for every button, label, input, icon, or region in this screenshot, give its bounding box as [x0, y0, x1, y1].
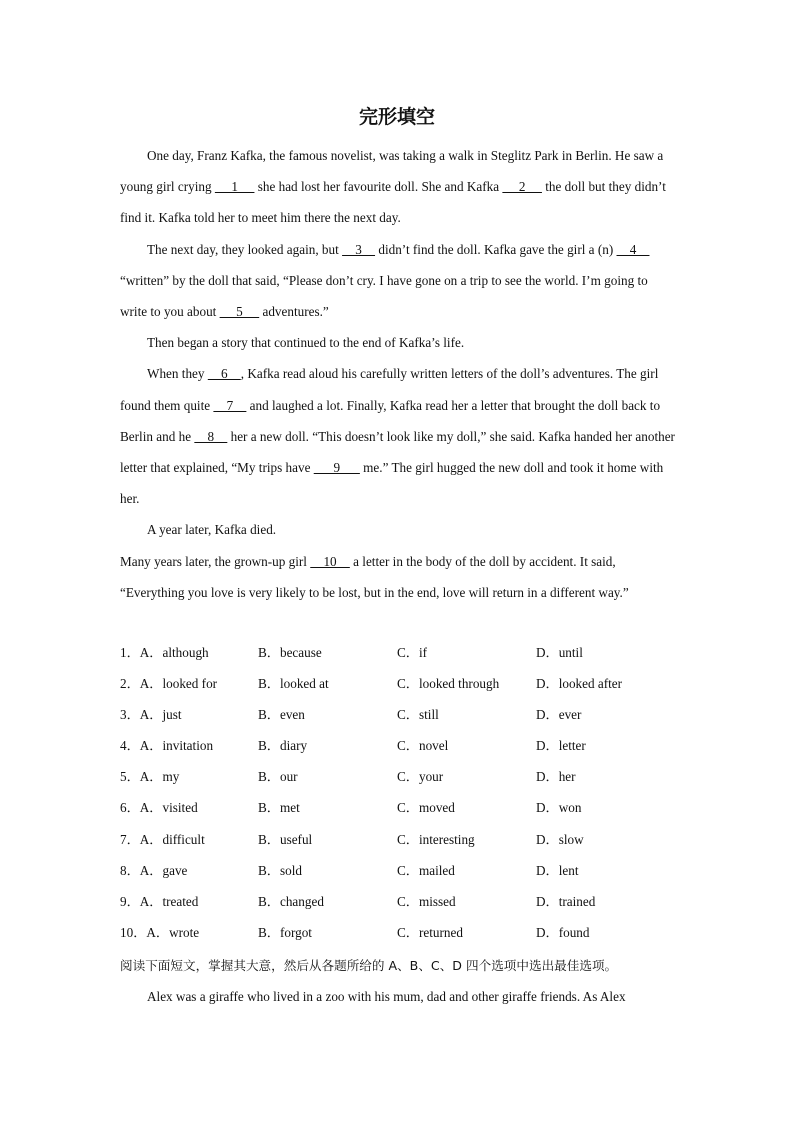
option-row [120, 917, 680, 948]
option-row [120, 855, 680, 886]
option-c: C．still [397, 707, 439, 723]
text: adventures.” [259, 304, 329, 320]
option-a: 6．A．visited [120, 800, 198, 816]
blank-1: 1 [214, 179, 255, 195]
paragraph-4 [120, 358, 678, 514]
text: The next day, they looked again, but [147, 241, 343, 257]
text: When they [147, 366, 208, 382]
blank-10: 10 [310, 553, 350, 569]
option-d: D．until [536, 645, 583, 660]
option-c: C．interesting [397, 831, 475, 847]
option-a: 10．A．wrote [120, 924, 200, 940]
blank-4: 4 [616, 241, 650, 257]
text: One day, Franz Kafka, the famous novelist, was taking a walk in Steglitz Park in Berlin. He saw a young girl crying [120, 148, 664, 195]
option-d: D．found [536, 924, 590, 940]
option-d: D．slow [536, 831, 584, 847]
reading-instruction: 阅读下面短文，掌握其大意，然后从各题所给的 A、B、C、D 四个选项中选出最佳选项。 [120, 958, 618, 973]
text: Many years later, the grown-up girl [120, 553, 311, 569]
option-row [120, 824, 680, 855]
option-b: B．looked at [258, 676, 329, 692]
option-a: 1．A．although [120, 645, 209, 660]
text: didn’t find the doll. Kafka gave the girl a (n) [375, 241, 617, 257]
text: her a new doll. “This doesn’t look like my doll,” she said. Kafka handed her another letter that explained, “My trips have [120, 428, 675, 476]
option-b: B．our [258, 769, 298, 785]
option-row [120, 668, 680, 699]
option-d: D．looked after [536, 676, 623, 692]
text: she had lost her favourite doll. She and Kafka [254, 179, 503, 195]
option-b: B．sold [258, 862, 302, 878]
next-passage-line: Alex was a giraffe who lived in a zoo with his mum, dad and other giraffe friends. As Alex [147, 989, 626, 1004]
option-row [120, 761, 680, 792]
option-a: 9．A．treated [120, 893, 199, 909]
option-a: 3．A．just [120, 707, 182, 723]
page-title: 完形填空 [358, 106, 435, 128]
option-a: 8．A．gave [120, 862, 188, 878]
blank-5: 5 [219, 304, 260, 320]
blank-8: 8 [194, 428, 228, 444]
blank-3: 3 [342, 241, 376, 257]
text: a letter in the body of the doll by accident. It said, “Everything you love is very likely to be lost, but in the end, love will return in a different way.” [120, 553, 629, 600]
option-d: D．her [536, 769, 576, 785]
option-b: B．even [258, 707, 305, 723]
blank-9: 9 [313, 460, 360, 476]
option-c: C．if [397, 645, 428, 660]
option-row [120, 792, 680, 823]
option-b: B．useful [258, 831, 313, 847]
option-d: D．lent [536, 862, 579, 878]
option-b: B．because [258, 645, 322, 660]
option-a: 4．A．invitation [120, 738, 214, 754]
option-c: C．missed [397, 893, 456, 909]
option-c: C．looked through [397, 676, 500, 692]
option-row [120, 699, 680, 730]
option-b: B．forgot [258, 924, 312, 940]
option-c: C．novel [397, 738, 449, 754]
option-row [120, 886, 680, 917]
blank-7: 7 [213, 397, 247, 413]
option-c: C．your [397, 769, 444, 785]
blank-6: 6 [207, 366, 241, 382]
paragraph-1 [120, 140, 678, 234]
cloze-passage [120, 140, 678, 608]
option-a: 5．A．my [120, 769, 180, 785]
paragraph-3: Then began a story that continued to the end of Kafka’s life. [147, 335, 465, 351]
text: me.” The girl hugged the new doll and took it home with her. [120, 460, 664, 507]
option-row [120, 730, 680, 761]
option-d: D．trained [536, 893, 596, 909]
answer-options [120, 637, 680, 948]
text: and laughed a lot. Finally, Kafka read her a letter that brought the doll back to Berlin and he [120, 397, 661, 444]
option-d: D．won [536, 800, 582, 816]
text: , Kafka read aloud his carefully written letters of the doll’s adventures. The girl found them quite [120, 366, 659, 413]
text: the doll but they didn’t find it. Kafka told her to meet him there the next day. [120, 179, 666, 226]
text: “written” by the doll that said, “Please don’t cry. I have gone on a trip to see the world. I’m going to write to you about [120, 272, 648, 320]
option-a: 7．A．difficult [120, 831, 205, 847]
option-c: C．returned [397, 924, 463, 940]
option-b: B．met [258, 800, 300, 816]
paragraph-5: A year later, Kafka died. [147, 522, 277, 538]
option-b: B．changed [258, 893, 324, 909]
option-d: D．ever [536, 707, 582, 723]
paragraph-2 [120, 234, 678, 328]
option-a: 2．A．looked for [120, 676, 218, 692]
option-b: B．diary [258, 738, 308, 754]
option-c: C．mailed [397, 862, 455, 878]
option-c: C．moved [397, 800, 455, 816]
blank-2: 2 [502, 179, 542, 195]
paragraph-6 [120, 546, 678, 608]
option-row [120, 637, 680, 668]
option-d: D．letter [536, 738, 586, 754]
